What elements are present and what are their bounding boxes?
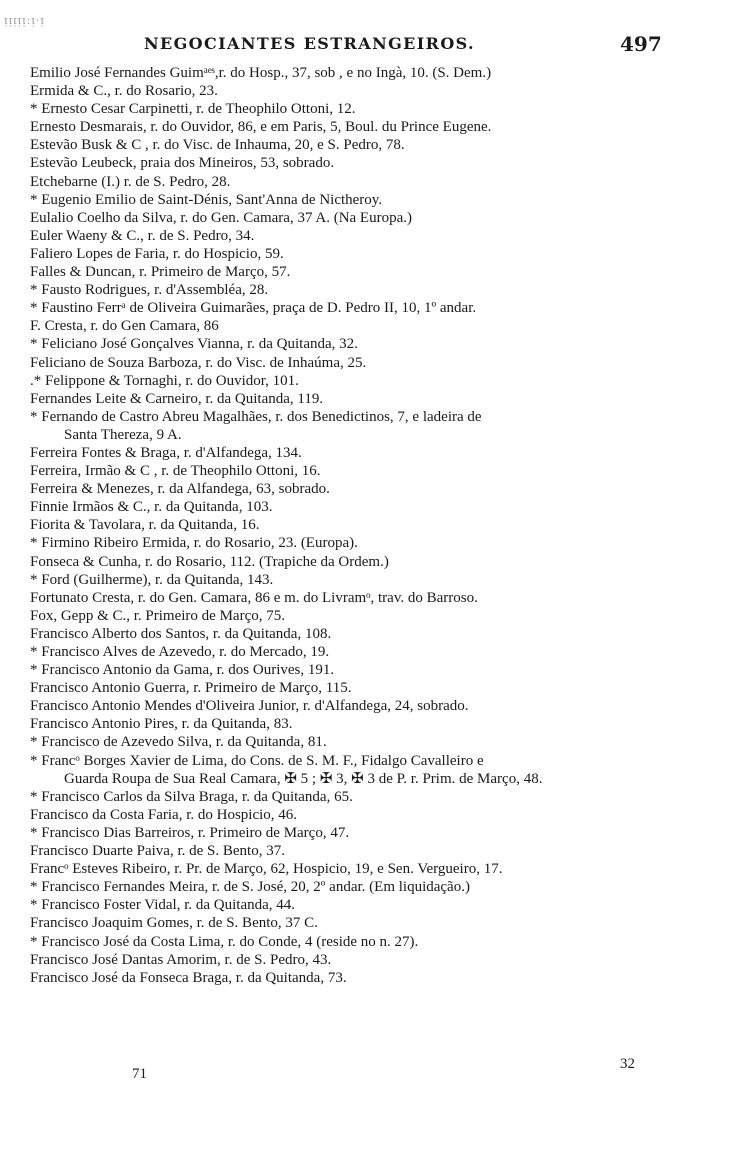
directory-entry: * Francisco Antonio da Gama, r. dos Ourives, 191. — [30, 662, 335, 679]
entry-continuation: Guarda Roupa de Sua Real Camara, ✠ 5 ; ✠ 3, ✠ 3 de P. r. Prim. de Março, 48. — [64, 770, 543, 787]
directory-entry: Estevão Leubeck, praia dos Mineiros, 53, sobrado. — [30, 155, 335, 172]
directory-entry: Francisco Antonio Pires, r. da Quitanda, 83. — [30, 716, 293, 733]
sheet-number: 32 — [620, 1056, 635, 1072]
directory-entry: * Francisco Foster Vidal, r. da Quitanda, 44. — [30, 897, 296, 914]
directory-entry: Finnie Irmãos & C., r. da Quitanda, 103. — [30, 499, 273, 516]
directory-entry: Fernandes Leite & Carneiro, r. da Quitanda, 119. — [30, 390, 324, 407]
directory-entry: Ferreira, Irmão & C , r. de Theophilo Ottoni, 16. — [30, 463, 321, 480]
page-corner-mark: ᴉᴉᴉᴉᴉ:ᴉ·ᴉ — [4, 14, 45, 27]
directory-entry: * Francisco Alves de Azevedo, r. do Mercado, 19. — [30, 644, 330, 660]
page-title: NEGOCIANTES ESTRANGEIROS. — [144, 34, 476, 53]
directory-entry: Francisco Antonio Mendes d'Oliveira Junior, r. d'Alfandega, 24, sobrado. — [30, 698, 469, 715]
directory-entry: Francisco Alberto dos Santos, r. da Quitanda, 108. — [30, 625, 332, 642]
directory-entry: Falles & Duncan, r. Primeiro de Março, 57. — [30, 264, 291, 281]
directory-entry: Francisco José Dantas Amorim, r. de S. Pedro, 43. — [30, 951, 332, 968]
directory-entry: Ferreira Fontes & Braga, r. d'Alfandega, 134. — [30, 444, 302, 461]
directory-entry: Fox, Gepp & C., r. Primeiro de Março, 75. — [30, 607, 285, 624]
directory-entry: Faliero Lopes de Faria, r. do Hospicio, 59. — [30, 245, 284, 262]
directory-entry: Francisco Antonio Guerra, r. Primeiro de Março, 115. — [30, 680, 352, 697]
directory-entry: Francisco da Costa Faria, r. do Hospicio, 46. — [30, 806, 298, 823]
directory-entry: Ferreira & Menezes, r. da Alfandega, 63, sobrado. — [30, 481, 330, 498]
directory-entry: * Feliciano José Gonçalves Vianna, r. da Quitanda, 32. — [30, 336, 358, 353]
directory-entry: Feliciano de Souza Barboza, r. do Visc. de Inhaúma, 25. — [30, 354, 367, 371]
directory-entry: Ermida & C., r. do Rosario, 23. — [30, 83, 218, 100]
directory-entry: * Fernando de Castro Abreu Magalhães, r. dos Benedictinos, 7, e ladeira de — [30, 408, 482, 425]
entry-continuation: Santa Thereza, 9 A. — [64, 426, 182, 443]
page-number: 497 — [620, 32, 662, 56]
directory-entry: .* Felippone & Tornaghi, r. do Ouvidor, 101. — [30, 372, 299, 389]
directory-entry: * Francisco de Azevedo Silva, r. da Quitanda, 81. — [30, 734, 327, 751]
directory-entry: * Faustino Ferrᵃ de Oliveira Guimarães, praça de D. Pedro II, 10, 1º andar. — [30, 300, 477, 317]
directory-entry: Etchebarne (I.) r. de S. Pedro, 28. — [30, 173, 231, 190]
directory-entry: Ernesto Desmarais, r. do Ouvidor, 86, e em Paris, 5, Boul. du Prince Eugene. — [30, 119, 492, 136]
directory-entry: * Francisco Dias Barreiros, r. Primeiro de Março, 47. — [30, 824, 350, 841]
entry-list — [30, 64, 710, 987]
directory-entry: * Fausto Rodrigues, r. d'Assembléa, 28. — [30, 282, 269, 299]
directory-entry: Fortunato Cresta, r. do Gen. Camara, 86 e m. do Livramᵒ, trav. do Barroso. — [30, 589, 478, 606]
directory-entry: F. Cresta, r. do Gen Camara, 86 — [30, 318, 219, 335]
directory-entry: Francisco José da Fonseca Braga, r. da Quitanda, 73. — [30, 969, 347, 986]
directory-entry: * Firmino Ribeiro Ermida, r. do Rosario, 23. (Europa). — [30, 535, 358, 552]
directory-entry: Fonseca & Cunha, r. do Rosario, 112. (Trapiche da Ordem.) — [30, 553, 389, 570]
signature-mark: 71 — [132, 1066, 147, 1082]
directory-entry: Euler Waeny & C., r. de S. Pedro, 34. — [30, 227, 255, 244]
directory-entry: Emilio José Fernandes Guimᵃᵉˢ,r. do Hosp., 37, sob , e no Ingà, 10. (S. Dem.) — [30, 65, 492, 81]
page-header — [0, 32, 736, 58]
directory-entry: * Ford (Guilherme), r. da Quitanda, 143. — [30, 571, 274, 588]
directory-entry: Francisco Joaquim Gomes, r. de S. Bento, 37 C. — [30, 915, 318, 932]
directory-entry: Estevão Busk & C , r. do Visc. de Inhauma, 20, e S. Pedro, 78. — [30, 137, 405, 154]
directory-entry: * Francisco José da Costa Lima, r. do Conde, 4 (reside no n. 27). — [30, 933, 419, 950]
directory-entry: * Francisco Fernandes Meira, r. de S. José, 20, 2º andar. (Em liquidação.) — [30, 879, 470, 896]
directory-entry: Francᵒ Esteves Ribeiro, r. Pr. de Março, 62, Hospicio, 19, e Sen. Vergueiro, 17. — [30, 861, 503, 878]
directory-entry: Francisco Duarte Paiva, r. de S. Bento, 37. — [30, 843, 285, 860]
directory-entry: * Eugenio Emilio de Saint-Dénis, Sant'Anna de Nictheroy. — [30, 191, 383, 208]
directory-entry: * Francᵒ Borges Xavier de Lima, do Cons. de S. M. F., Fidalgo Cavalleiro e — [30, 752, 484, 769]
directory-entry: * Francisco Carlos da Silva Braga, r. da Quitanda, 65. — [30, 788, 353, 805]
directory-entry: Eulalio Coelho da Silva, r. do Gen. Camara, 37 A. (Na Europa.) — [30, 209, 412, 226]
directory-entry: * Ernesto Cesar Carpinetti, r. de Theophilo Ottoni, 12. — [30, 101, 356, 118]
directory-entry: Fiorita & Tavolara, r. da Quitanda, 16. — [30, 517, 260, 534]
